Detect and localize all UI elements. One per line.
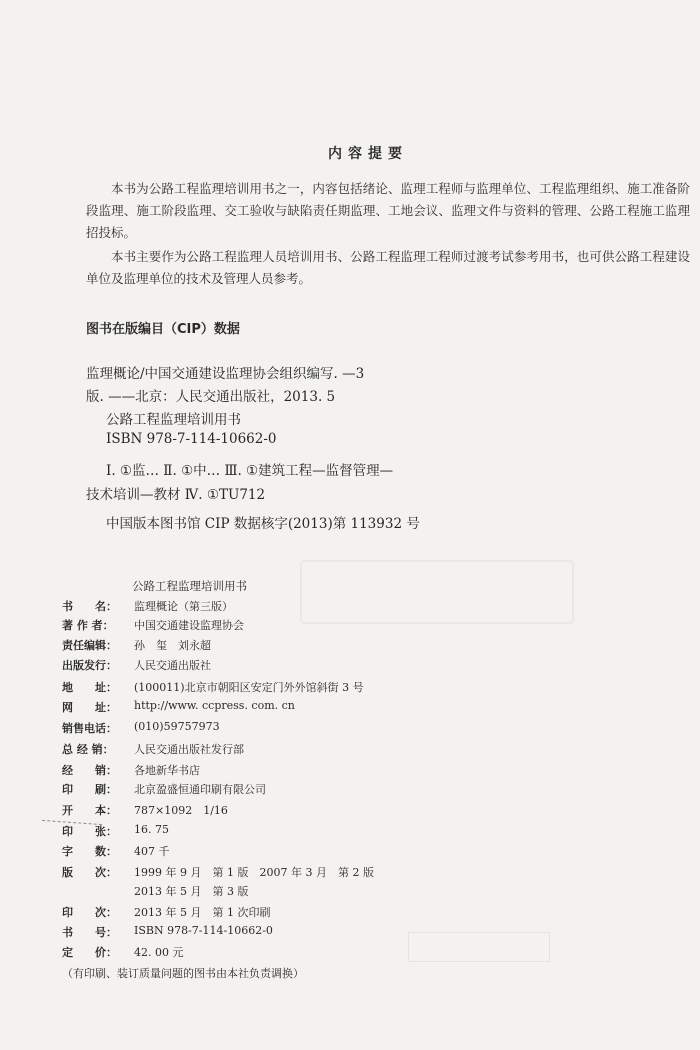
- summary-heading: 内容提要: [328, 146, 408, 162]
- imprint-value: 人民交通出版社发行部: [134, 743, 244, 756]
- imprint-value: 42. 00 元: [134, 946, 184, 959]
- imprint-value: 各地新华书店: [134, 764, 200, 777]
- imprint-row-edition: [62, 864, 374, 882]
- imprint-row-distributor: [62, 741, 244, 759]
- cip-line-2: 版. ——北京：人民交通出版社，2013. 5: [86, 389, 336, 405]
- cip-line-1: 监理概论/中国交通建设监理协会组织编写. —3: [86, 366, 365, 382]
- imprint-row-seller: [62, 762, 200, 780]
- quality-notice: （有印刷、装订质量问题的图书由本社负责调换）: [62, 967, 304, 980]
- show-through-band: [300, 560, 574, 624]
- cip-line-5: Ⅰ. ①监… Ⅱ. ①中… Ⅲ. ①建筑工程—监督管理—: [106, 463, 394, 479]
- imprint-value: 孙 玺 刘永超: [134, 639, 211, 652]
- imprint-label: 地 址：: [62, 681, 117, 694]
- imprint-row-wordcount: [62, 843, 170, 861]
- imprint-row-publisher: [62, 657, 211, 675]
- imprint-value: 787×1092 1/16: [134, 804, 228, 817]
- imprint-value: 人民交通出版社: [134, 659, 211, 672]
- imprint-series: 公路工程监理培训用书: [132, 579, 247, 593]
- imprint-value: 北京盈盛恒通印刷有限公司: [134, 783, 266, 796]
- imprint-label: 出版发行：: [62, 659, 117, 672]
- imprint-label: 开 本：: [62, 804, 117, 817]
- imprint-label: 责任编辑：: [62, 639, 117, 652]
- imprint-row-printing: [62, 904, 270, 922]
- imprint-row-title: [62, 598, 233, 616]
- imprint-label: 印 刷：: [62, 783, 117, 796]
- imprint-value: http://www. ccpress. com. cn: [134, 699, 295, 712]
- imprint-value: (010)59757973: [134, 720, 220, 733]
- imprint-label: 销售电话：: [62, 722, 117, 735]
- summary-body: [86, 178, 690, 290]
- imprint-value: 16. 75: [134, 823, 169, 836]
- imprint-value: ISBN 978-7-114-10662-0: [134, 924, 273, 937]
- summary-paragraph-1: 本书为公路工程监理培训用书之一，内容包括绪论、监理工程师与监理单位、工程监理组织、施工准备阶段监理、施工阶段监理、交工验收与缺陷责任期监理、工地会议、监理文件与资料的管理、公路工程施工监理招投标。: [86, 181, 690, 240]
- imprint-label: 版 次：: [62, 866, 117, 879]
- imprint-row-website: [62, 699, 295, 717]
- imprint-label: 经 销：: [62, 764, 117, 777]
- imprint-label: 印 次：: [62, 906, 117, 919]
- imprint-value: 监理概论（第三版）: [134, 600, 233, 613]
- imprint-row-address: [62, 679, 364, 697]
- imprint-label: 著 作 者：: [62, 619, 114, 632]
- imprint-label: 书 名：: [62, 600, 117, 613]
- cip-line-7: 中国版本图书馆 CIP 数据核字(2013)第 113932 号: [106, 516, 420, 532]
- imprint-label: 印 张：: [62, 825, 117, 838]
- imprint-value: 2013 年 5 月 第 1 次印刷: [134, 906, 271, 919]
- imprint-row-isbn: [62, 924, 273, 942]
- cip-line-4: ISBN 978-7-114-10662-0: [106, 431, 277, 447]
- imprint-edition-continued: 2013 年 5 月 第 3 版: [134, 885, 249, 898]
- imprint-value: (100011)北京市朝阳区安定门外外馆斜街 3 号: [134, 681, 364, 694]
- imprint-row-format: [62, 802, 228, 820]
- imprint-value: 1999 年 9 月 第 1 版 2007 年 3 月 第 2 版: [134, 866, 374, 879]
- summary-paragraph-2: 本书主要作为公路工程监理人员培训用书、公路工程监理工程师过渡考试参考用书，也可供公路工程建设单位及监理单位的技术及管理人员参考。: [86, 249, 690, 286]
- imprint-label: 字 数：: [62, 845, 117, 858]
- cip-title: 图书在版编目（CIP）数据: [86, 322, 240, 337]
- imprint-label: 定 价：: [62, 946, 117, 959]
- cip-line-3: 公路工程监理培训用书: [106, 412, 241, 428]
- imprint-label: 书 号：: [62, 926, 117, 939]
- imprint-label: 总 经 销：: [62, 743, 114, 756]
- imprint-label: 网 址：: [62, 701, 117, 714]
- imprint-value: 407 千: [134, 845, 170, 858]
- imprint-row-price: [62, 944, 183, 962]
- cip-line-6: 技术培训—教材 Ⅳ. ①TU712: [86, 487, 266, 503]
- imprint-row-phone: [62, 720, 220, 738]
- imprint-value: 中国交通建设监理协会: [134, 619, 244, 632]
- imprint-row-author: [62, 617, 244, 635]
- imprint-row-printer: [62, 781, 266, 799]
- show-through-logo: [408, 932, 550, 962]
- imprint-row-editor: [62, 637, 211, 655]
- imprint-row-sheets: [62, 823, 169, 841]
